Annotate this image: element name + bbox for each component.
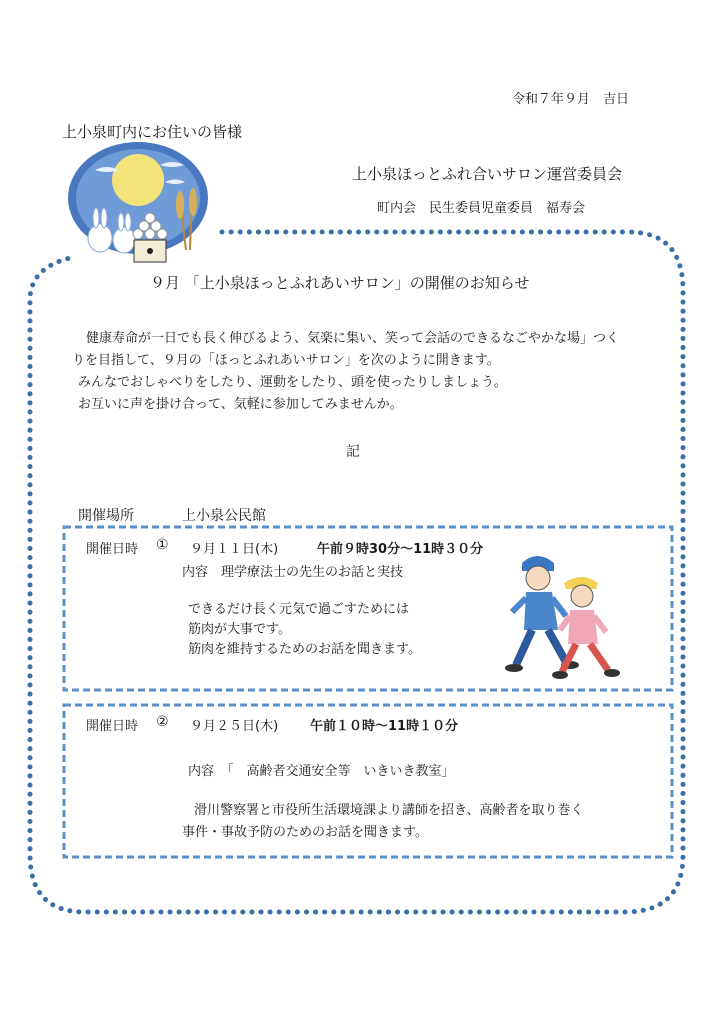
session1-details	[188, 600, 488, 660]
session1-detail-line: できるだけ長く元気で過ごすためには	[188, 602, 410, 617]
session1-number: ①	[156, 537, 169, 553]
session1-content: 内容 理学療法士の先生のお話と実技	[182, 565, 404, 580]
session2-details	[182, 800, 662, 844]
session1-detail-line: 筋肉が大事です。	[188, 622, 291, 637]
session2-detail-line: 事件・事故予防のためのお話を聞きます。	[182, 825, 428, 840]
session2-content: 内容 「 高齢者交通安全等 いきいき教室」	[188, 764, 455, 779]
walking-couple-illustration	[505, 556, 620, 679]
ki-heading: 記	[346, 444, 360, 460]
session1-detail-line: 筋肉を維持するためのお話を聞きます。	[188, 642, 421, 657]
venue-label: 開催場所	[78, 508, 134, 524]
intro-text	[72, 328, 672, 416]
session2-label: 開催日時	[86, 719, 139, 734]
organizer: 上小泉ほっとふれ合いサロン運営委員会	[352, 165, 623, 183]
session2-date: ９月２５日(木)	[190, 719, 279, 734]
session1-date: ９月１１日(木)	[190, 542, 279, 557]
addressee: 上小泉町内にお住いの皆様	[62, 123, 243, 141]
intro-line: 健康寿命が一日でも長く伸びるよう、気楽に集い、笑って会話のできるなごやかな場」つく	[86, 331, 620, 346]
moon-illustration	[68, 142, 208, 262]
session1-label: 開催日時	[86, 542, 139, 557]
organizer-members: 町内会 民生委員児童委員 福寿会	[377, 201, 586, 216]
venue-value: 上小泉公民館	[182, 508, 266, 524]
notice-title: ９月 「上小泉ほっとふれあいサロン」の開催のお知らせ	[150, 274, 530, 292]
session1-time: 午前９時30分～11時３０分	[317, 542, 484, 557]
session2-number: ②	[156, 714, 169, 730]
intro-line: お互いに声を掛け合って、気軽に参加してみませんか。	[78, 397, 403, 412]
issue-date: 令和７年９月 吉日	[512, 92, 630, 107]
session2-detail-line: 滑川警察署と市役所生活環境課より講師を招き、高齢者を取り巻く	[194, 803, 584, 818]
intro-line: りを目指して、９月の「ほっとふれあいサロン」を次のように開きます。	[72, 353, 500, 368]
session2-time: 午前１０時～11時１０分	[310, 719, 459, 734]
intro-line: みんなでおしゃべりをしたり、運動をしたり、頭を使ったりしましょう。	[78, 375, 508, 390]
full-moon	[112, 154, 164, 206]
